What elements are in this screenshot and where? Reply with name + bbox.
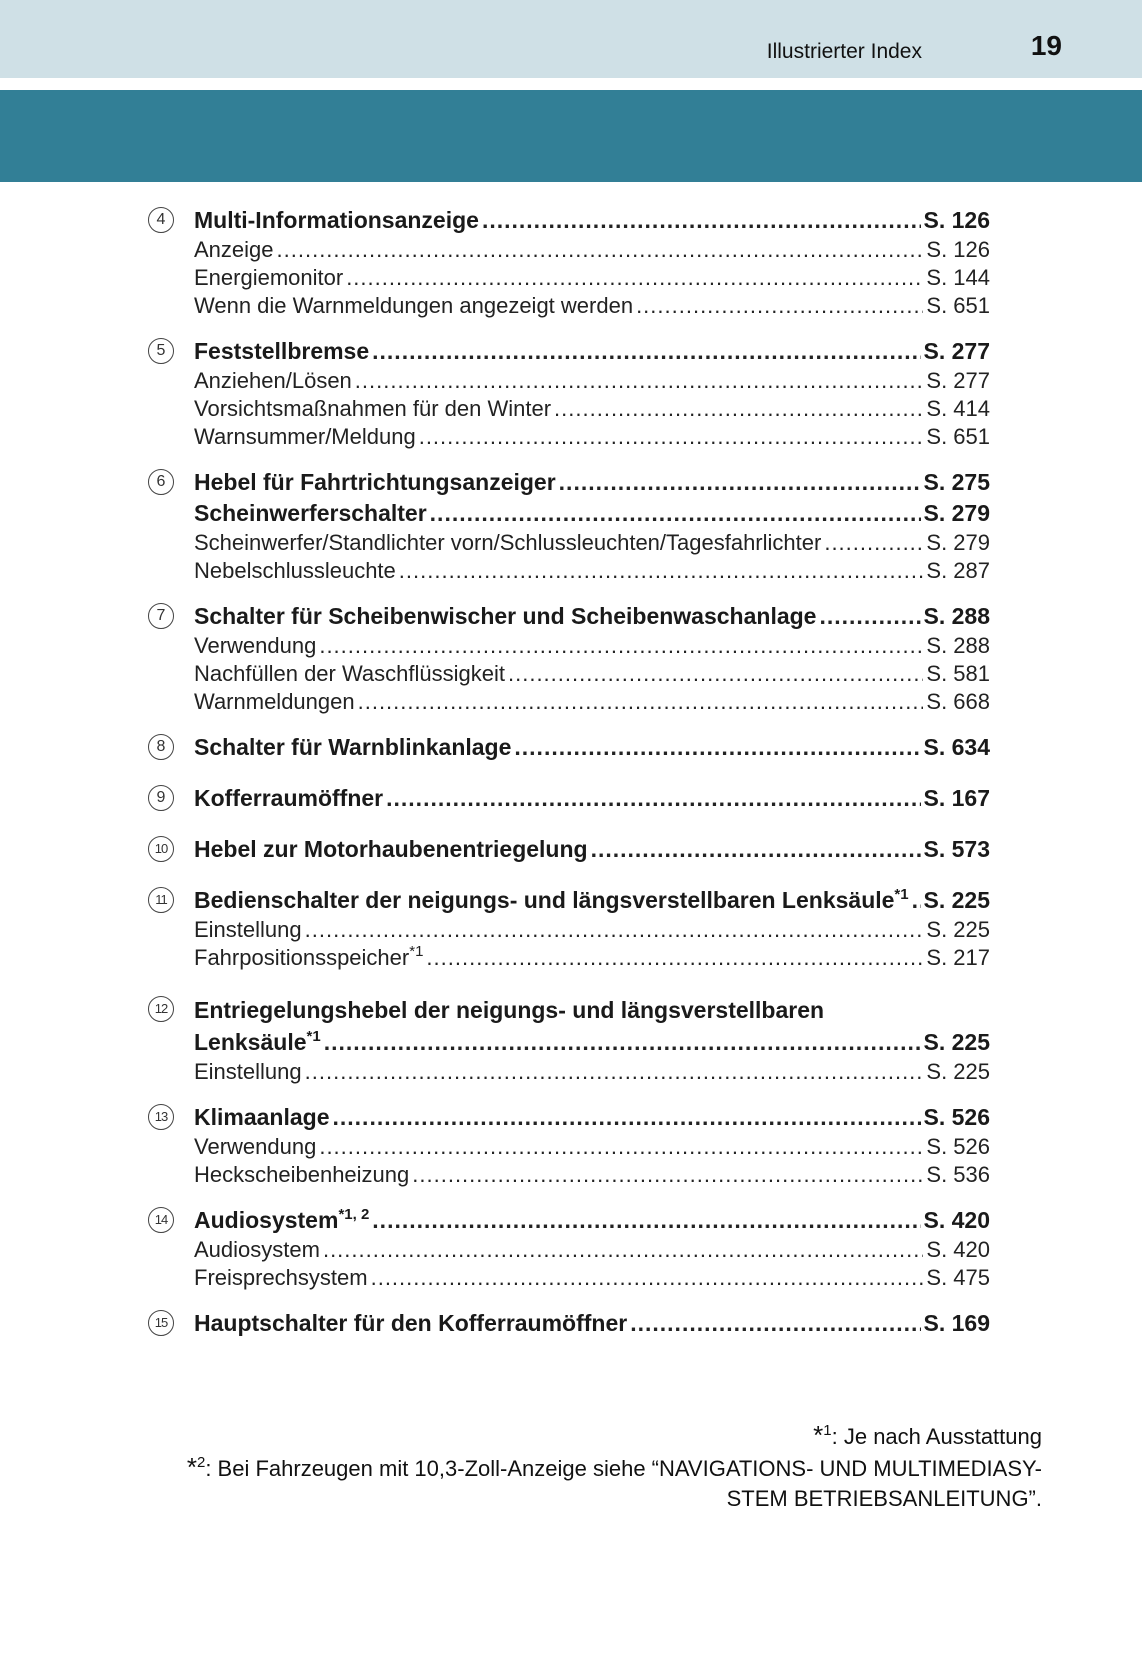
index-entry: [148, 1205, 990, 1292]
index-item[interactable]: [194, 205, 990, 236]
leader-dots: [591, 834, 921, 865]
page-reference[interactable]: S. 420: [926, 1237, 990, 1262]
callout-number: 7: [148, 603, 174, 629]
index-entry: [148, 834, 990, 865]
page-reference[interactable]: S. 288: [923, 603, 990, 629]
index-entry: [148, 467, 990, 585]
index-item[interactable]: [194, 1102, 990, 1133]
index-entry: [148, 1102, 990, 1189]
index-item[interactable]: [194, 1205, 990, 1236]
index-item[interactable]: [194, 336, 990, 367]
page-reference[interactable]: S. 275: [923, 469, 990, 495]
leader-dots: [346, 264, 923, 292]
page-reference[interactable]: S. 287: [926, 558, 990, 583]
page-reference[interactable]: S. 288: [926, 633, 990, 658]
leader-dots: [324, 1027, 921, 1058]
leader-dots: [559, 467, 921, 498]
index-item-label: Audiosystem: [194, 1237, 320, 1262]
callout-number: 5: [148, 338, 174, 364]
index-item-label: Einstellung: [194, 1059, 302, 1084]
page-reference[interactable]: S. 634: [923, 734, 990, 760]
callout-number: 15: [148, 1310, 174, 1336]
index-item-label: Scheinwerfer/Standlichter vorn/Schlussleuchten/Tagesfahrlichter: [194, 530, 822, 555]
index-item[interactable]: [194, 783, 990, 814]
index-subitem[interactable]: [194, 236, 990, 264]
leader-dots: [372, 336, 920, 367]
index-item-label: Bedienschalter der neigungs- und längsverstellbaren Lenksäule$^{*1}$: [194, 886, 909, 913]
index-item[interactable]: [194, 1027, 990, 1058]
index-subitem[interactable]: [194, 423, 990, 451]
page-reference[interactable]: S. 126: [923, 207, 990, 233]
index-subitem[interactable]: [194, 529, 990, 557]
index-item-label: Verwendung: [194, 1134, 317, 1159]
leader-dots: [305, 916, 924, 944]
page-reference[interactable]: S. 526: [926, 1134, 990, 1159]
index-item-label: Anziehen/Lösen: [194, 368, 352, 393]
index-item-label: Nachfüllen der Waschflüssigkeit: [194, 661, 505, 686]
index-list: [148, 205, 990, 1339]
page-reference[interactable]: S. 167: [923, 785, 990, 811]
page-reference[interactable]: S. 279: [923, 500, 990, 526]
index-item-label: Anzeige: [194, 237, 274, 262]
leader-dots: [358, 688, 924, 716]
index-item-label: Schalter für Scheibenwischer und Scheibenwaschanlage: [194, 603, 817, 629]
page-reference[interactable]: S. 573: [923, 836, 990, 862]
index-entry: [148, 1308, 990, 1339]
index-item[interactable]: [194, 834, 990, 865]
index-item-label: Audiosystem$^{*1, 2}$: [194, 1206, 370, 1233]
page-reference[interactable]: S. 651: [926, 293, 990, 318]
page-reference[interactable]: S. 668: [926, 689, 990, 714]
callout-number: 12: [148, 996, 174, 1022]
footnote-reference: *1, 2: [338, 1206, 370, 1223]
index-item-label: Entriegelungshebel der neigungs- und längsverstellbaren: [194, 997, 825, 1023]
index-subitem[interactable]: [194, 1161, 990, 1189]
page-number: 19: [1030, 30, 1062, 61]
index-item-label: Scheinwerferschalter: [194, 500, 427, 526]
leader-dots: [912, 885, 921, 916]
header-title: Illustrierter Index: [766, 40, 922, 63]
index-entry: [148, 601, 990, 716]
page-reference[interactable]: S. 169: [923, 1310, 990, 1336]
index-subitem[interactable]: [194, 1058, 990, 1086]
page-reference[interactable]: S. 225: [926, 1059, 990, 1084]
index-subitem[interactable]: [194, 1236, 990, 1264]
index-item-label: Verwendung: [194, 633, 317, 658]
index-entry: [148, 885, 990, 972]
page-reference[interactable]: S. 279: [926, 530, 990, 555]
leader-dots: [430, 498, 921, 529]
callout-number: 13: [148, 1104, 174, 1130]
index-subitem[interactable]: [194, 688, 990, 716]
leader-dots: [355, 367, 924, 395]
index-item[interactable]: [194, 1308, 990, 1339]
leader-dots: [636, 292, 923, 320]
index-item-label: Schalter für Warnblinkanlage: [194, 734, 512, 760]
leader-dots: [371, 1264, 924, 1292]
index-subitem[interactable]: [194, 660, 990, 688]
page-reference[interactable]: S. 536: [926, 1162, 990, 1187]
index-entry: [148, 336, 990, 451]
footnote-line: *$^1$: Je nach Ausstattung: [813, 1420, 1042, 1450]
index-item-label: Heckscheibenheizung: [194, 1162, 410, 1187]
page-reference[interactable]: S. 217: [926, 945, 990, 970]
leader-dots: [319, 1133, 923, 1161]
callout-number: 9: [148, 785, 174, 811]
index-item-label: Einstellung: [194, 917, 302, 942]
index-entry: [148, 994, 990, 1086]
index-subitem[interactable]: [194, 367, 990, 395]
index-entry: [148, 783, 990, 814]
index-item-label: Energiemonitor: [194, 265, 344, 290]
page-reference[interactable]: S. 581: [926, 661, 990, 686]
page-reference[interactable]: S. 144: [926, 265, 990, 290]
footnote-mark: *$^1$: [813, 1420, 832, 1450]
index-item-label: Warnmeldungen: [194, 689, 355, 714]
index-subitem[interactable]: [194, 632, 990, 660]
index-subitem[interactable]: [194, 1264, 990, 1292]
index-item-label: Hebel für Fahrtrichtungsanzeiger: [194, 469, 556, 495]
page-reference[interactable]: S. 225: [926, 917, 990, 942]
leader-dots: [514, 732, 920, 763]
footnotes: [112, 1420, 1042, 1514]
callout-number: 10: [148, 836, 174, 862]
footnote-mark: *$^2$: [186, 1452, 206, 1482]
index-subitem[interactable]: [194, 395, 990, 423]
index-subitem[interactable]: [194, 944, 990, 972]
leader-dots: [419, 423, 924, 451]
footnote-line: *$^2$: Bei Fahrzeugen mit 10,3-Zoll-Anzeige siehe “NAVIGATIONS- UND MULTIMEDIASY-: [186, 1452, 1042, 1482]
header-band: [0, 0, 1142, 78]
index-item-label: Feststellbremse: [194, 338, 370, 364]
footnote-reference: *1: [306, 1028, 321, 1045]
index-entry: [148, 732, 990, 763]
index-item-label: Hebel zur Motorhaubenentriegelung: [194, 836, 588, 862]
leader-dots: [426, 944, 923, 972]
leader-dots: [277, 236, 924, 264]
page-reference[interactable]: S. 126: [926, 237, 990, 262]
callout-number: 4: [148, 207, 174, 233]
callout-number: 8: [148, 734, 174, 760]
section-color-band: [0, 90, 1142, 182]
leader-dots: [319, 632, 923, 660]
leader-dots: [372, 1205, 920, 1236]
page-reference[interactable]: S. 225: [923, 1029, 990, 1055]
callout-number: 6: [148, 469, 174, 495]
leader-dots: [399, 557, 924, 585]
index-item-label: Multi-Informationsanzeige: [194, 207, 479, 233]
index-item-label: Nebelschlussleuchte: [194, 558, 396, 583]
leader-dots: [412, 1161, 923, 1189]
index-item-label: Fahrpositionsspeicher$^{*1}$: [194, 943, 424, 970]
leader-dots: [386, 783, 920, 814]
leader-dots: [824, 529, 923, 557]
index-item-label: Freisprechsystem: [194, 1265, 368, 1290]
index-subitem[interactable]: [194, 916, 990, 944]
index-subitem[interactable]: [194, 292, 990, 320]
index-subitem[interactable]: [194, 264, 990, 292]
footnote-reference: *1: [409, 943, 424, 960]
index-subitem[interactable]: [194, 557, 990, 585]
callout-number: 11: [148, 887, 174, 913]
index-item-label: Warnsummer/Meldung: [194, 424, 416, 449]
index-item-label: Klimaanlage: [194, 1104, 330, 1130]
index-subitem[interactable]: [194, 1133, 990, 1161]
leader-dots: [508, 660, 923, 688]
page-reference[interactable]: S. 475: [926, 1265, 990, 1290]
page-reference[interactable]: S. 225: [923, 887, 990, 913]
index-item-label: Wenn die Warnmeldungen angezeigt werden: [194, 293, 634, 318]
index-item-label: Lenksäule$^{*1}$: [194, 1028, 321, 1055]
footnote-line: STEM BETRIEBSANLEITUNG”.: [726, 1486, 1042, 1511]
index-item[interactable]: [194, 885, 990, 916]
index-item[interactable]: [194, 994, 990, 1027]
index-item-label: Hauptschalter für den Kofferraumöffner: [194, 1310, 628, 1336]
leader-dots: [323, 1236, 923, 1264]
callout-number: 14: [148, 1207, 174, 1233]
page-reference[interactable]: S. 651: [926, 424, 990, 449]
leader-dots: [333, 1102, 921, 1133]
leader-dots: [630, 1308, 920, 1339]
footnote-reference: *1: [894, 886, 909, 903]
page-reference[interactable]: S. 277: [923, 338, 990, 364]
leader-dots: [482, 205, 921, 236]
page-reference[interactable]: S. 420: [923, 1207, 990, 1233]
index-entry: [148, 205, 990, 320]
leader-dots: [305, 1058, 924, 1086]
index-item[interactable]: [194, 467, 990, 498]
leader-dots: [819, 601, 920, 632]
leader-dots: [554, 395, 923, 423]
index-item[interactable]: [194, 498, 990, 529]
page-reference[interactable]: S. 414: [926, 396, 990, 421]
index-item[interactable]: [194, 601, 990, 632]
index-item-label: Vorsichtsmaßnahmen für den Winter: [194, 396, 552, 421]
index-item[interactable]: [194, 732, 990, 763]
page-reference[interactable]: S. 526: [923, 1104, 990, 1130]
index-item-label: Kofferraumöffner: [194, 785, 384, 811]
page-reference[interactable]: S. 277: [926, 368, 990, 393]
